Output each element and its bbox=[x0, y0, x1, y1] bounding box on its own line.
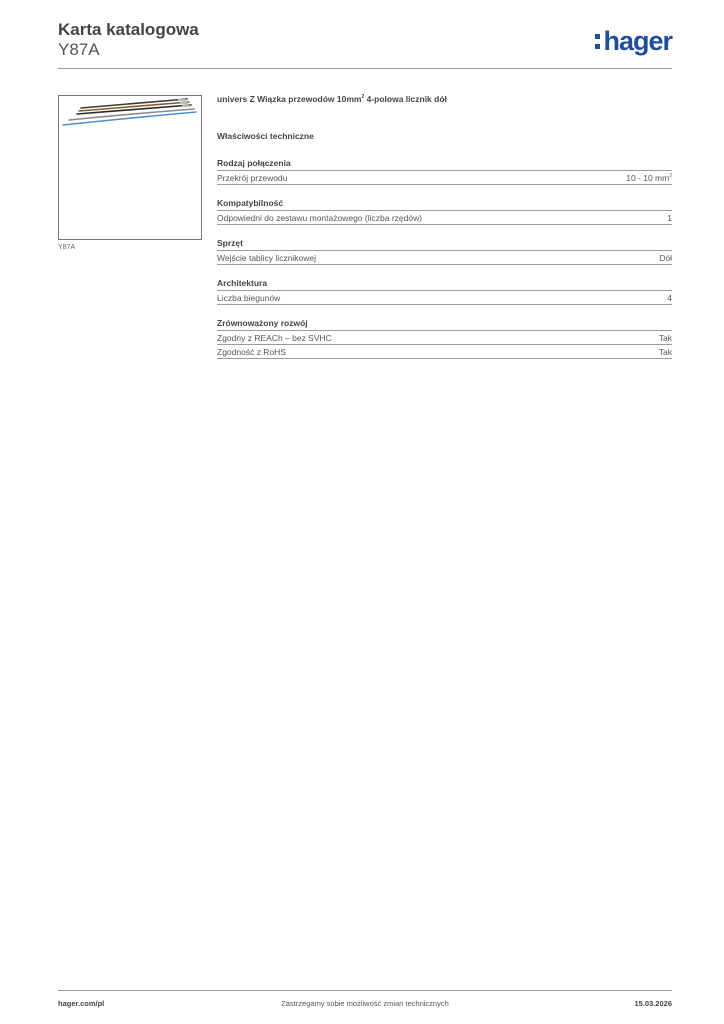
image-caption: Y87A bbox=[58, 244, 76, 251]
spec-value: Tak bbox=[658, 333, 672, 343]
spec-value: 1 bbox=[667, 213, 672, 223]
footer-website-link[interactable]: hager.com/pl bbox=[58, 999, 105, 1008]
logo-text: hager bbox=[603, 26, 672, 56]
footer-divider bbox=[58, 990, 672, 991]
spec-label: Zgodność z RoHS bbox=[217, 347, 286, 357]
document-title: Karta katalogowa bbox=[58, 20, 199, 39]
product-code: Y87A bbox=[58, 40, 100, 59]
spec-value: Dół bbox=[659, 253, 672, 263]
spec-row bbox=[217, 211, 672, 225]
footer-date: 15.03.2026 bbox=[634, 999, 672, 1008]
wire-bundle-image bbox=[59, 96, 201, 239]
logo-dots-icon bbox=[595, 34, 600, 49]
product-image bbox=[58, 95, 202, 240]
spec-row bbox=[217, 251, 672, 265]
spec-group bbox=[217, 238, 672, 265]
group-title: Architektura bbox=[217, 278, 672, 291]
spec-value: 10 - 10 $mm^2$ bbox=[626, 173, 672, 183]
spec-group bbox=[217, 318, 672, 359]
section-title: Właściwości techniczne bbox=[217, 131, 314, 141]
spec-label: Wejście tablicy licznikowej bbox=[217, 253, 317, 263]
product-name-sup: 2 bbox=[361, 94, 365, 101]
spec-label: Liczba biegunów bbox=[217, 293, 281, 303]
spec-group bbox=[217, 158, 672, 185]
product-name-tail: 4-polowa licznik dół bbox=[364, 94, 447, 104]
page-header bbox=[58, 20, 672, 68]
spec-row bbox=[217, 171, 672, 185]
header-divider bbox=[58, 68, 672, 69]
spec-group bbox=[217, 198, 672, 225]
group-title: Sprzęt bbox=[217, 238, 672, 251]
group-title: Rodzaj połączenia bbox=[217, 158, 672, 171]
spec-value: Tak bbox=[658, 347, 672, 357]
footer-notice: Zastrzegamy sobie możliwość zmian technicznych bbox=[281, 999, 449, 1008]
spec-content bbox=[217, 94, 672, 372]
spec-row bbox=[217, 291, 672, 305]
group-title: Zrównoważony rozwój bbox=[217, 318, 672, 331]
spec-label: Zgodny z REACh – bez SVHC bbox=[217, 333, 332, 343]
spec-value: 4 bbox=[667, 293, 672, 303]
group-title: Kompatybilność bbox=[217, 198, 672, 211]
spec-row bbox=[217, 345, 672, 359]
product-name-main: univers Z Wiązka przewodów 10mm bbox=[217, 94, 362, 104]
spec-label: Przekrój przewodu bbox=[217, 173, 288, 183]
spec-group bbox=[217, 278, 672, 305]
product-name bbox=[217, 94, 672, 104]
spec-row bbox=[217, 331, 672, 345]
spec-label: Odpowiedni do zestawu montażowego (liczba rzędów) bbox=[217, 213, 423, 223]
hager-logo bbox=[595, 26, 672, 56]
